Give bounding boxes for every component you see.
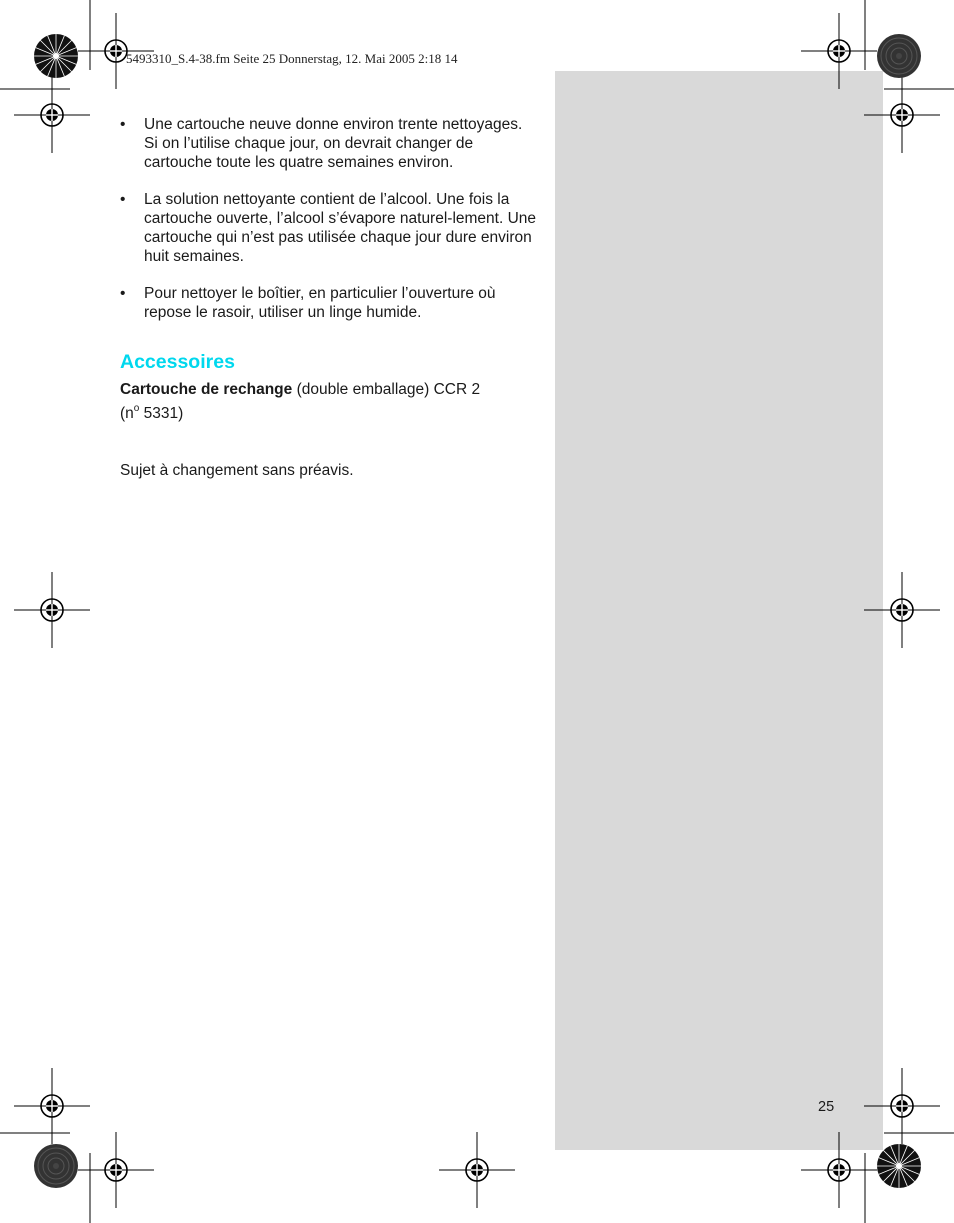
bullet-text: Pour nettoyer le boîtier, en particulier l’ouverture où repose le rasoir, utiliser un linge humide. bbox=[144, 285, 496, 321]
print-slug: 5493310_S.4-38.fm Seite 25 Donnerstag, 12. Mai 2005 2:18 14 bbox=[126, 51, 458, 66]
accessories-heading: Accessoires bbox=[120, 351, 235, 373]
accessory-desc: (double emballage) CCR 2 bbox=[292, 381, 481, 398]
bullet-list bbox=[120, 115, 540, 322]
bullet-dot: • bbox=[120, 191, 126, 208]
bullet-dot: • bbox=[120, 285, 126, 302]
page-number: 25 bbox=[818, 1099, 835, 1115]
bullet-text: Une cartouche neuve donne environ trente nettoyages. Si on l’utilise chaque jour, on devrait changer de cartouche toute les quatre semaines environ. bbox=[144, 116, 523, 171]
accessory-name: Cartouche de rechange bbox=[120, 381, 293, 398]
accessory-ref-prefix: (n bbox=[120, 405, 134, 422]
accessory-item bbox=[120, 380, 540, 423]
accessory-ref-sup: o bbox=[133, 403, 140, 414]
main-content bbox=[120, 115, 540, 496]
list-item bbox=[120, 190, 540, 266]
bullet-dot: • bbox=[120, 116, 126, 133]
disclaimer-note: Sujet à changement sans préavis. bbox=[120, 462, 354, 479]
accessory-ref-number: 5331) bbox=[139, 405, 184, 422]
list-item bbox=[120, 115, 540, 172]
bullet-text: La solution nettoyante contient de l’alcool. Une fois la cartouche ouverte, l’alcool s’évapore naturel-lement. Une cartouche qui n’est pas utilisée chaque jour dure environ huit semaines. bbox=[144, 191, 537, 265]
list-item bbox=[120, 284, 540, 322]
